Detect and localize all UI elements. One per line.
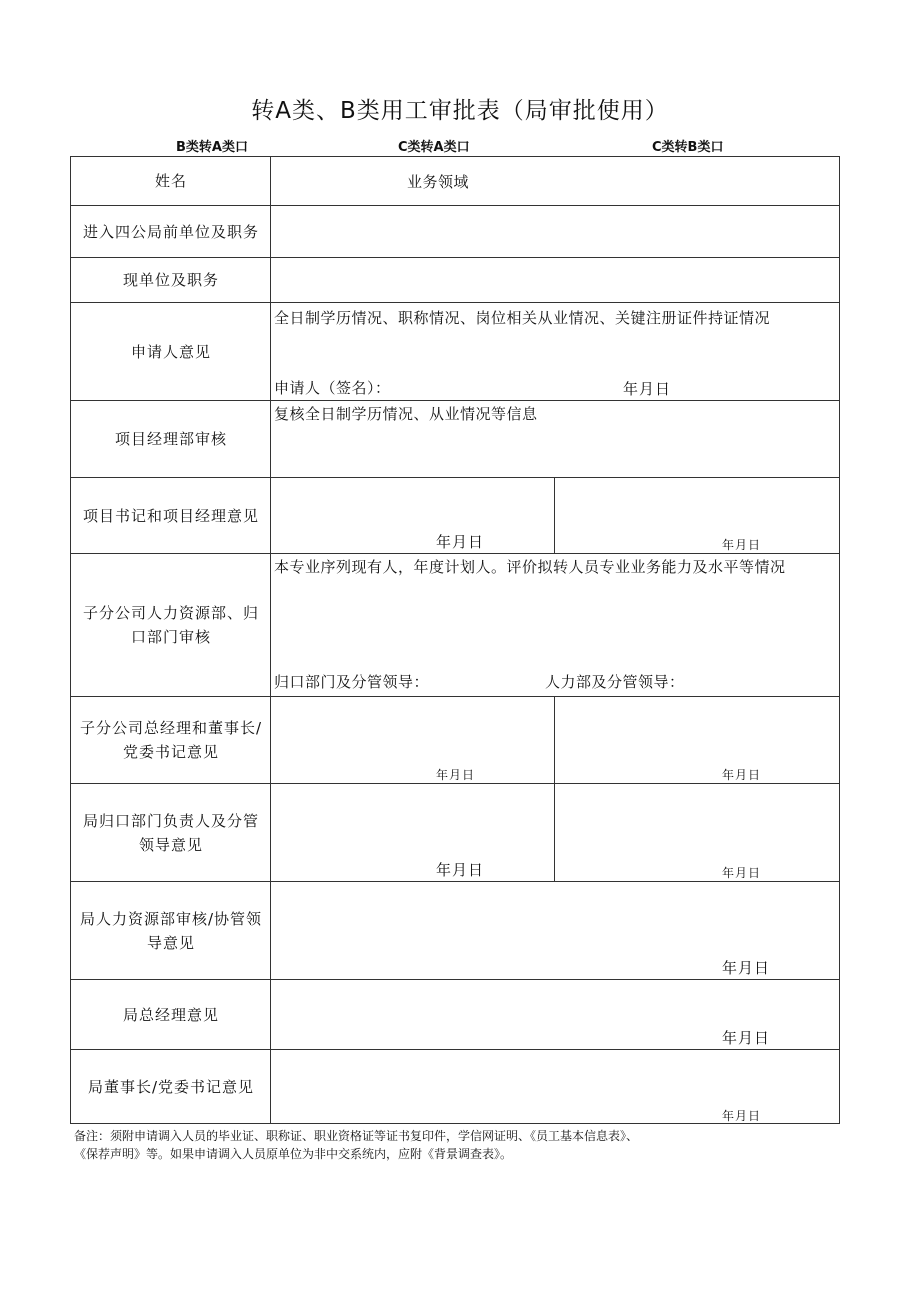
option-b-to-a[interactable]: B类转A类口 bbox=[176, 140, 248, 155]
bureau-gm-date: 年月日 bbox=[722, 1029, 771, 1047]
applicant-opinion-label: 申请人意见 bbox=[130, 342, 211, 361]
business-field-label: 业务领域 bbox=[407, 173, 470, 191]
subsidiary-hr-label: 子分公司人力资源部、归口部门审核 bbox=[82, 604, 259, 646]
note-line-1: 备注：须附申请调入人员的毕业证、职称证、职业资格证等证书复印件，学信网证明、《员工基本信息表》、 bbox=[74, 1129, 639, 1143]
note-line-2: 《保荐声明》等。如果申请调入人员原单位为非中交系统内，应附《背景调查表》。 bbox=[74, 1147, 513, 1161]
applicant-signature-label: 申请人（签名）： bbox=[274, 379, 391, 397]
applicant-opinion-content: 全日制学历情况、职称情况、岗位相关从业情况、关键注册证件持证情况 bbox=[274, 309, 771, 327]
option-c-to-b[interactable]: C类转B类口 bbox=[652, 140, 724, 155]
bureau-hr-date: 年月日 bbox=[722, 959, 771, 977]
label-column-divider bbox=[270, 156, 271, 1124]
secretary-pm-date-left: 年月日 bbox=[436, 533, 485, 551]
subsidiary-gm-date-left: 年月日 bbox=[436, 768, 476, 782]
previous-unit-label: 进入四公局前单位及职务 bbox=[82, 222, 259, 241]
form-note bbox=[74, 1127, 854, 1163]
subsidiary-hr-sign-right: 人力部及分管领导： bbox=[545, 673, 685, 691]
bureau-hr-label: 局人力资源部审核/协管领导意见 bbox=[79, 909, 263, 952]
pm-review-label: 项目经理部审核 bbox=[114, 430, 227, 448]
bureau-dept-label: 局归口部门负责人及分管领导意见 bbox=[82, 811, 259, 854]
subsidiary-gm-label: 子分公司总经理和董事长/党委书记意见 bbox=[79, 719, 263, 761]
applicant-date: 年月日 bbox=[623, 380, 672, 398]
subsidiary-gm-date-right: 年月日 bbox=[722, 768, 762, 782]
bureau-chair-date: 年月日 bbox=[722, 1109, 762, 1123]
bureau-dept-date-right: 年月日 bbox=[722, 866, 762, 880]
name-label: 姓名 bbox=[154, 172, 187, 190]
bureau-chair-label: 局董事长/党委书记意见 bbox=[87, 1078, 255, 1096]
bureau-gm-label: 局总经理意见 bbox=[122, 1005, 219, 1024]
pm-review-content: 复核全日制学历情况、从业情况等信息 bbox=[274, 405, 538, 423]
cell-divider bbox=[554, 477, 555, 553]
form-title: 转A类、B类用工审批表（局审批使用） bbox=[251, 98, 669, 124]
cell-divider bbox=[554, 696, 555, 881]
secretary-pm-label: 项目书记和项目经理意见 bbox=[82, 506, 259, 525]
bureau-dept-date-left: 年月日 bbox=[436, 861, 485, 879]
current-unit-label: 现单位及职务 bbox=[122, 271, 219, 289]
secretary-pm-date-right: 年月日 bbox=[722, 538, 762, 552]
option-c-to-a[interactable]: C类转A类口 bbox=[398, 140, 470, 155]
subsidiary-hr-content: 本专业序列现有人，年度计划人。评价拟转人员专业业务能力及水平等情况 bbox=[274, 558, 786, 576]
subsidiary-hr-sign-left: 归口部门及分管领导： bbox=[274, 673, 430, 691]
